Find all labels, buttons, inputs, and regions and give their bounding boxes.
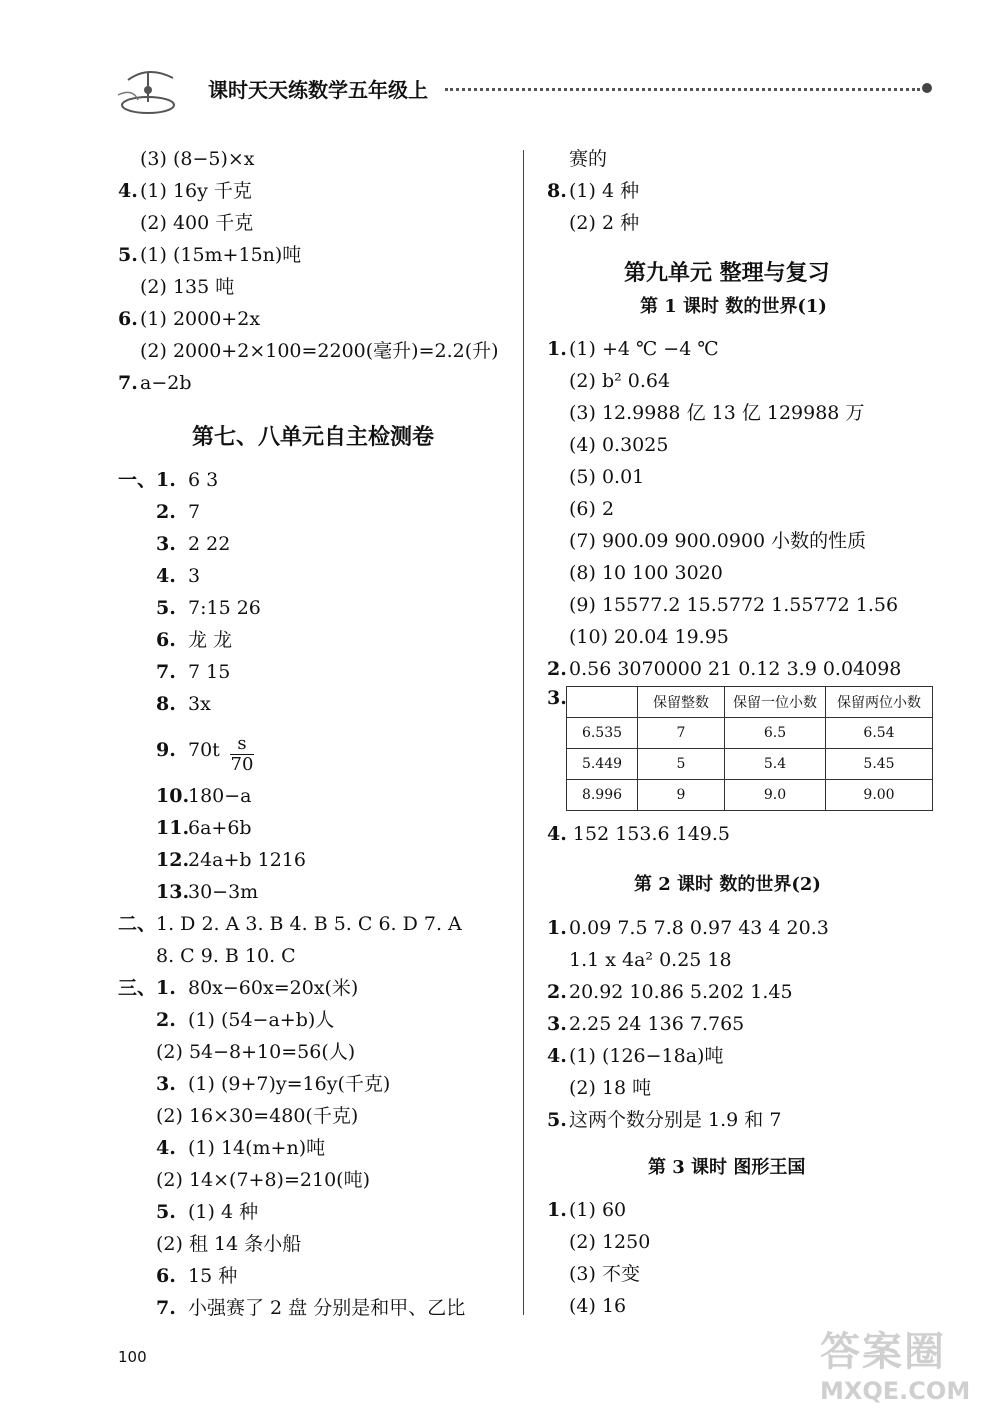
item-text: 15 种 — [188, 1265, 238, 1287]
answer-line — [118, 1136, 325, 1160]
item-number: 1. — [547, 1199, 567, 1221]
header-logo-icon — [108, 60, 198, 120]
answer-line — [118, 784, 252, 808]
item-text: 24a+b 1216 — [188, 849, 306, 871]
item-text: (1) 14(m+n)吨 — [188, 1137, 326, 1159]
answer-line — [118, 564, 200, 588]
table-cell: 9.0 — [725, 780, 826, 811]
answer-line — [547, 147, 607, 171]
answer-line — [118, 976, 358, 1000]
item-number: 1. — [547, 917, 567, 939]
item-text: (1) 4 种 — [569, 180, 640, 202]
answer-line — [547, 1044, 723, 1068]
item-number: 2. — [156, 1009, 176, 1031]
answer-line — [118, 532, 230, 556]
item-number: 1. — [156, 977, 176, 999]
answer-line — [547, 433, 668, 457]
table-cell: 9 — [638, 780, 725, 811]
item-text: 小强赛了 2 盘 分别是和甲、乙比 — [188, 1297, 466, 1319]
item-text: 1.1 x 4a² 0.25 18 — [569, 949, 732, 971]
item-number: 4. — [156, 565, 176, 587]
item-number: 8. — [547, 180, 567, 202]
table-cell: 5.449 — [567, 749, 638, 780]
lesson2-title: 第 2 课时 数的世界(2) — [634, 874, 821, 895]
item-number: 5. — [156, 1201, 176, 1223]
table-cell: 6.5 — [725, 718, 826, 749]
answer-line — [118, 371, 192, 395]
item-text: (2) 135 吨 — [140, 276, 235, 298]
item-text: (10) 20.04 19.95 — [569, 626, 729, 648]
answer-line — [118, 596, 261, 620]
unit9-title: 第九单元 整理与复习 — [624, 260, 830, 286]
item-text: (3) (8−5)×x — [140, 148, 255, 170]
table-header-cell: 保留两位小数 — [826, 687, 933, 718]
item-number: 12. — [156, 849, 190, 871]
item-number: 11. — [156, 817, 190, 839]
item-text: 7 15 — [188, 661, 231, 683]
answer-line — [547, 529, 866, 553]
item-number: 3. — [547, 1013, 567, 1035]
item-text: 80x−60x=20x(米) — [188, 977, 359, 999]
table-row — [567, 718, 933, 749]
section-prefix: 三、 — [118, 977, 157, 999]
item-text: (1) 4 种 — [188, 1201, 259, 1223]
item-text: 0.56 3070000 21 0.12 3.9 0.04098 — [569, 658, 902, 680]
item-text: 2 22 — [188, 533, 231, 555]
item-text: (2) 54−8+10=56(人) — [156, 1041, 356, 1063]
answer-line — [547, 179, 639, 203]
item-text: (1) (9+7)y=16y(千克) — [188, 1073, 391, 1095]
item-text: (4) 16 — [569, 1295, 627, 1317]
answer-line — [118, 468, 218, 492]
item-text: 这两个数分别是 1.9 和 7 — [569, 1109, 782, 1131]
answer-line — [118, 1008, 334, 1032]
item-text: 8. C 9. B 10. C — [156, 945, 296, 967]
answer-line — [547, 1262, 640, 1286]
item-number: 6. — [156, 629, 176, 651]
item-text: (1) 2000+2x — [140, 308, 261, 330]
lesson3-title: 第 3 课时 图形王国 — [648, 1157, 806, 1178]
item-text: a−2b — [140, 372, 192, 394]
page-number: 100 — [118, 1348, 147, 1366]
item-text: 180−a — [188, 785, 252, 807]
watermark — [820, 1320, 990, 1410]
item-text: (2) 2000+2×100=2200(毫升)=2.2(升) — [140, 340, 499, 362]
answer-line — [118, 628, 232, 652]
answer-line — [118, 738, 220, 762]
answer-line — [118, 944, 296, 968]
answer-line — [118, 211, 253, 235]
answer-line — [547, 916, 829, 940]
column-separator — [523, 150, 524, 1315]
table-cell: 6.535 — [567, 718, 638, 749]
item-text: 3 — [188, 565, 201, 587]
answer-line — [118, 1072, 390, 1096]
table-cell: 5.4 — [725, 749, 826, 780]
answer-line — [118, 816, 252, 840]
item-text: (4) 0.3025 — [569, 434, 669, 456]
item-text: (2) 1250 — [569, 1231, 651, 1253]
item-text: 7:15 26 — [188, 597, 261, 619]
answer-line — [118, 500, 200, 524]
item-number: 1. — [547, 338, 567, 360]
answer-line — [118, 848, 306, 872]
item-text: 30−3m — [188, 881, 259, 903]
item-text: 2.25 24 136 7.765 — [569, 1013, 745, 1035]
answer-line — [118, 1296, 465, 1320]
item-text: (2) 2 种 — [569, 212, 640, 234]
item-text: (7) 900.09 900.0900 小数的性质 — [569, 530, 867, 552]
item-text: 龙 龙 — [188, 629, 233, 651]
item-number: 9. — [156, 739, 176, 761]
table-cell: 5 — [638, 749, 725, 780]
answer-line — [118, 880, 258, 904]
table-cell: 9.00 — [826, 780, 933, 811]
item-number: 2. — [156, 501, 176, 523]
item-text: (2) b² 0.64 — [569, 370, 671, 392]
answer-line — [547, 369, 670, 393]
table-cell: 6.54 — [826, 718, 933, 749]
item-number: 7. — [156, 661, 176, 683]
item-text: 70t — [188, 739, 220, 761]
item-text: (3) 不变 — [569, 1263, 640, 1285]
item-number: 5. — [118, 244, 138, 266]
item-text: (2) 18 吨 — [569, 1077, 652, 1099]
watermark-line2: MXQE.COM — [820, 1377, 971, 1405]
section-prefix: 一、 — [118, 469, 157, 491]
header-divider — [445, 88, 920, 91]
table-header-cell: 保留一位小数 — [725, 687, 826, 718]
item-text: 20.92 10.86 5.202 1.45 — [569, 981, 793, 1003]
item-text: 6 3 — [188, 469, 219, 491]
item-number: 6. — [118, 308, 138, 330]
answer-line — [118, 692, 211, 716]
item-number: 4. — [156, 1137, 176, 1159]
answer-line — [547, 1230, 650, 1254]
item-text: 7 — [188, 501, 201, 523]
answer-line — [118, 147, 255, 171]
item-text: (2) 16×30=480(千克) — [156, 1105, 359, 1127]
header-end-dot — [922, 83, 932, 93]
answer-line — [118, 275, 234, 299]
fraction-s-over-70: s 70 — [230, 733, 254, 775]
answer-line — [118, 1168, 370, 1192]
item-text: (1) 60 — [569, 1199, 627, 1221]
item-number: 10. — [156, 785, 190, 807]
answer-line — [547, 1108, 781, 1132]
item-text: (3) 12.9988 亿 13 亿 129988 万 — [569, 402, 865, 424]
item-number: 8. — [156, 693, 176, 715]
answer-line — [118, 1232, 301, 1256]
item-number: 2. — [547, 658, 567, 680]
table-cell: 8.996 — [567, 780, 638, 811]
rounding-table — [566, 686, 933, 811]
answer-line — [118, 1264, 237, 1288]
item-text: (2) 14×(7+8)=210(吨) — [156, 1169, 370, 1191]
item-number: 5. — [547, 1109, 567, 1131]
item-text: (1) +4 ℃ −4 ℃ — [569, 338, 719, 360]
answer-line — [118, 307, 260, 331]
answer-line — [547, 948, 732, 972]
item-text: 0.09 7.5 7.8 0.97 43 4 20.3 — [569, 917, 829, 939]
lesson1-title: 第 1 课时 数的世界(1) — [640, 296, 827, 317]
answer-line — [547, 980, 793, 1004]
table-header-cell: 保留整数 — [638, 687, 725, 718]
answer-line — [547, 1198, 626, 1222]
answer-line — [118, 1040, 355, 1064]
item-text: (2) 400 千克 — [140, 212, 254, 234]
answer-line — [547, 1012, 744, 1036]
table-header-row — [567, 687, 933, 718]
answer-line — [118, 912, 462, 936]
item-number: 2. — [547, 981, 567, 1003]
answer-line — [118, 243, 301, 267]
item-text: 6a+6b — [188, 817, 252, 839]
item-text: (1) (126−18a)吨 — [569, 1045, 724, 1067]
section-prefix: 二、 — [118, 913, 157, 935]
answer-line — [118, 339, 499, 363]
answer-line — [547, 822, 730, 846]
item-text: (1) 16y 千克 — [140, 180, 252, 202]
table-header-cell — [567, 687, 638, 718]
answer-line — [547, 465, 644, 489]
header-title: 课时天天练数学五年级上 — [208, 78, 428, 102]
item-text: (8) 10 100 3020 — [569, 562, 723, 584]
test-title: 第七、八单元自主检测卷 — [192, 424, 435, 450]
answer-line — [547, 593, 898, 617]
item-text: (1) (54−a+b)人 — [188, 1009, 335, 1031]
item-number: 7. — [156, 1297, 176, 1319]
item-number: 4. — [118, 180, 138, 202]
answer-line — [118, 1200, 258, 1224]
answer-line — [547, 657, 901, 681]
item-number: 1. — [156, 469, 176, 491]
item-text: (9) 15577.2 15.5772 1.55772 1.56 — [569, 594, 899, 616]
item-text: 3x — [188, 693, 211, 715]
table-cell: 5.45 — [826, 749, 933, 780]
answer-line — [547, 561, 723, 585]
item-number: 3. — [156, 533, 176, 555]
answer-line — [547, 401, 864, 425]
item-number: 7. — [118, 372, 138, 394]
item-number: 3. — [156, 1073, 176, 1095]
item-text: (1) (15m+15n)吨 — [140, 244, 302, 266]
watermark-line1: 答案圈 — [820, 1329, 946, 1375]
item-number: 4. — [547, 823, 567, 845]
answer-line — [547, 497, 614, 521]
item-number: 13. — [156, 881, 190, 903]
table-label: 3. — [547, 687, 567, 709]
answer-line — [547, 1076, 651, 1100]
answer-line — [547, 625, 729, 649]
table-cell: 7 — [638, 718, 725, 749]
item-text: 赛的 — [569, 148, 608, 170]
item-text: (5) 0.01 — [569, 466, 645, 488]
answer-line — [118, 179, 252, 203]
answer-line — [118, 660, 230, 684]
answer-line — [547, 1294, 626, 1318]
table-row — [567, 780, 933, 811]
answer-line — [118, 1104, 358, 1128]
answer-line — [547, 211, 639, 235]
item-text: 152 153.6 149.5 — [572, 823, 731, 845]
table-row — [567, 749, 933, 780]
item-text: (2) 租 14 条小船 — [156, 1233, 302, 1255]
item-text: (6) 2 — [569, 498, 615, 520]
item-text: 1. D 2. A 3. B 4. B 5. C 6. D 7. A — [156, 913, 462, 935]
answer-line — [547, 337, 719, 361]
item-number: 4. — [547, 1045, 567, 1067]
item-number: 6. — [156, 1265, 176, 1287]
item-number: 5. — [156, 597, 176, 619]
